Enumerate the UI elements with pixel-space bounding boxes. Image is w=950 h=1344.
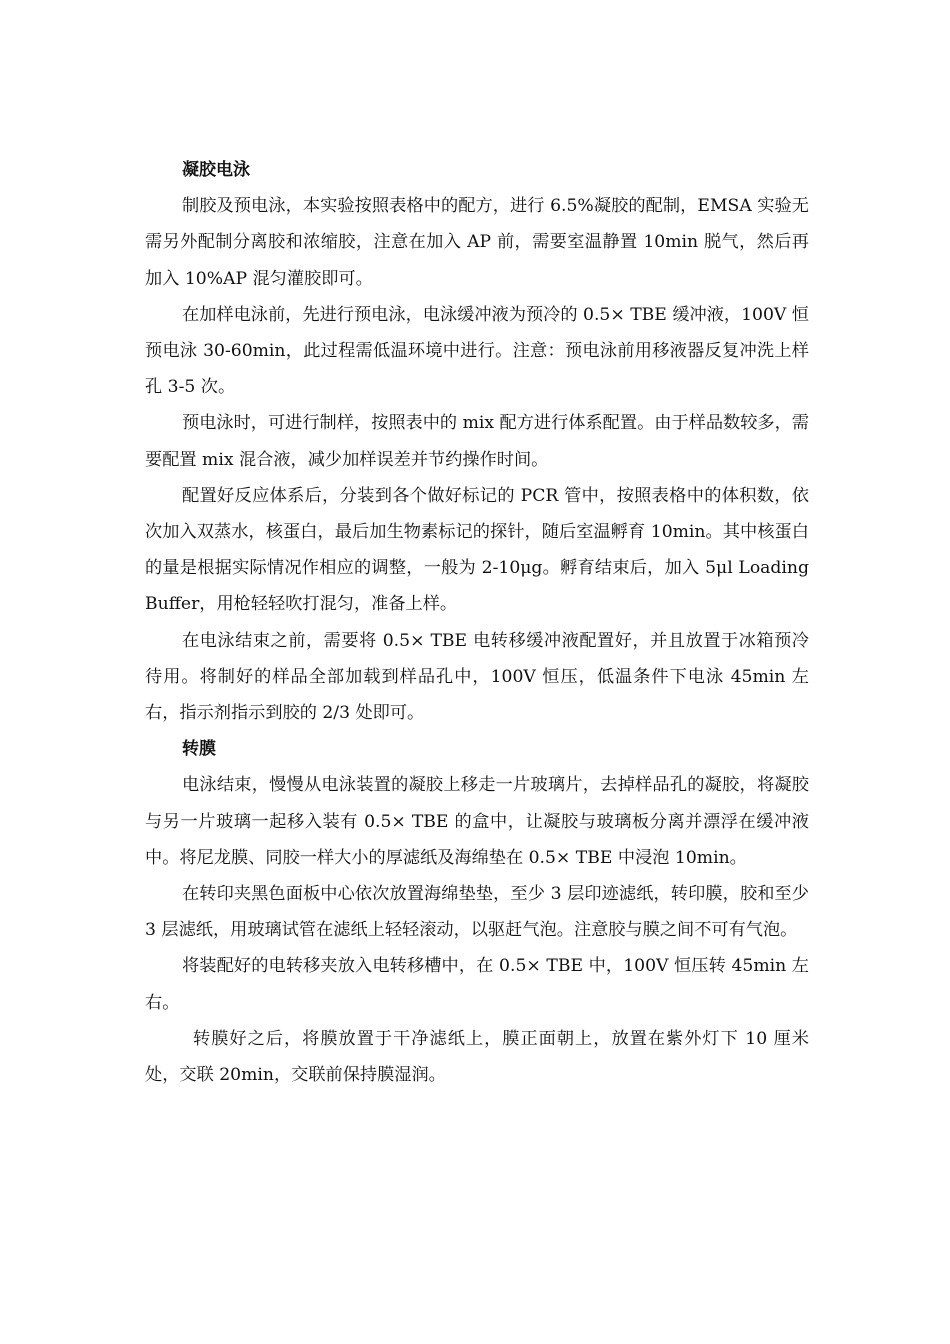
paragraph-transfer-stack: 在转印夹黑色面板中心依次放置海绵垫垫，至少 3 层印迹滤纸，转印膜，胶和至少 3 层滤纸，用玻璃试管在滤纸上轻轻滚动，以驱赶气泡。注意胶与膜之间不可有气泡。 [145, 884, 809, 941]
paragraph-uv-crosslink: 转膜好之后，将膜放置于干净滤纸上，膜正面朝上，放置在紫外灯下 10 厘米处，交联 20min，交联前保持膜湿润。 [145, 1028, 809, 1086]
paragraph-gel-removal: 电泳结束，慢慢从电泳装置的凝胶上移走一片玻璃片，去掉样品孔的凝胶，将凝胶与另一片玻璃一起移入装有 0.5× TBE 的盒中，让凝胶与玻璃板分离并漂浮在缓冲液中。将尼龙膜、同胶一样大小的厚滤纸及海绵垫在 0.5× TBE 中浸泡 10min。 [145, 775, 809, 868]
paragraph-transfer-run: 将装配好的电转移夹放入电转移槽中，在 0.5× TBE 中，100V 恒压转 45min 左右。 [145, 956, 809, 1013]
paragraph-electrophoresis-run: 在电泳结束之前，需要将 0.5× TBE 电转移缓冲液配置好，并且放置于冰箱预冷待用。将制好的样品全部加载到样品孔中，100V 恒压，低温条件下电泳 45min 左右，指示剂指示到胶的 2/3 处即可。 [145, 630, 809, 724]
section-heading-membrane-transfer: 转膜 [182, 739, 216, 760]
paragraph-pre-electrophoresis: 在加样电泳前，先进行预电泳，电泳缓冲液为预冷的 0.5× TBE 缓冲液，100V 恒预电泳 30-60min，此过程需低温环境中进行。注意：预电泳前用移液器反复冲洗上样孔 3-5 次。 [145, 304, 809, 398]
paragraph-reaction-system: 配置好反应体系后，分装到各个做好标记的 PCR 管中，按照表格中的体积数，依次加入双蒸水，核蛋白，最后加生物素标记的探针，随后室温孵育 10min。其中核蛋白的量是根据实际情况作相应的调整，一般为 2-10μg。孵育结束后，加入 5μl Loading Buffer，用枪轻轻吹打混匀，准备上样。 [145, 485, 809, 615]
section-heading-gel-electrophoresis: 凝胶电泳 [182, 160, 250, 180]
paragraph-sample-mix: 预电泳时，可进行制样，按照表中的 mix 配方进行体系配置。由于样品数较多，需要配置 mix 混合液，减少加样误差并节约操作时间。 [145, 413, 809, 470]
document-body [145, 152, 809, 1093]
paragraph-gel-preparation: 制胶及预电泳，本实验按照表格中的配方，进行 6.5%凝胶的配制，EMSA 实验无需另外配制分离胶和浓缩胶，注意在加入 AP 前，需要室温静置 10min 脱气，然后再加入 10%AP 混匀灌胶即可。 [145, 196, 809, 289]
